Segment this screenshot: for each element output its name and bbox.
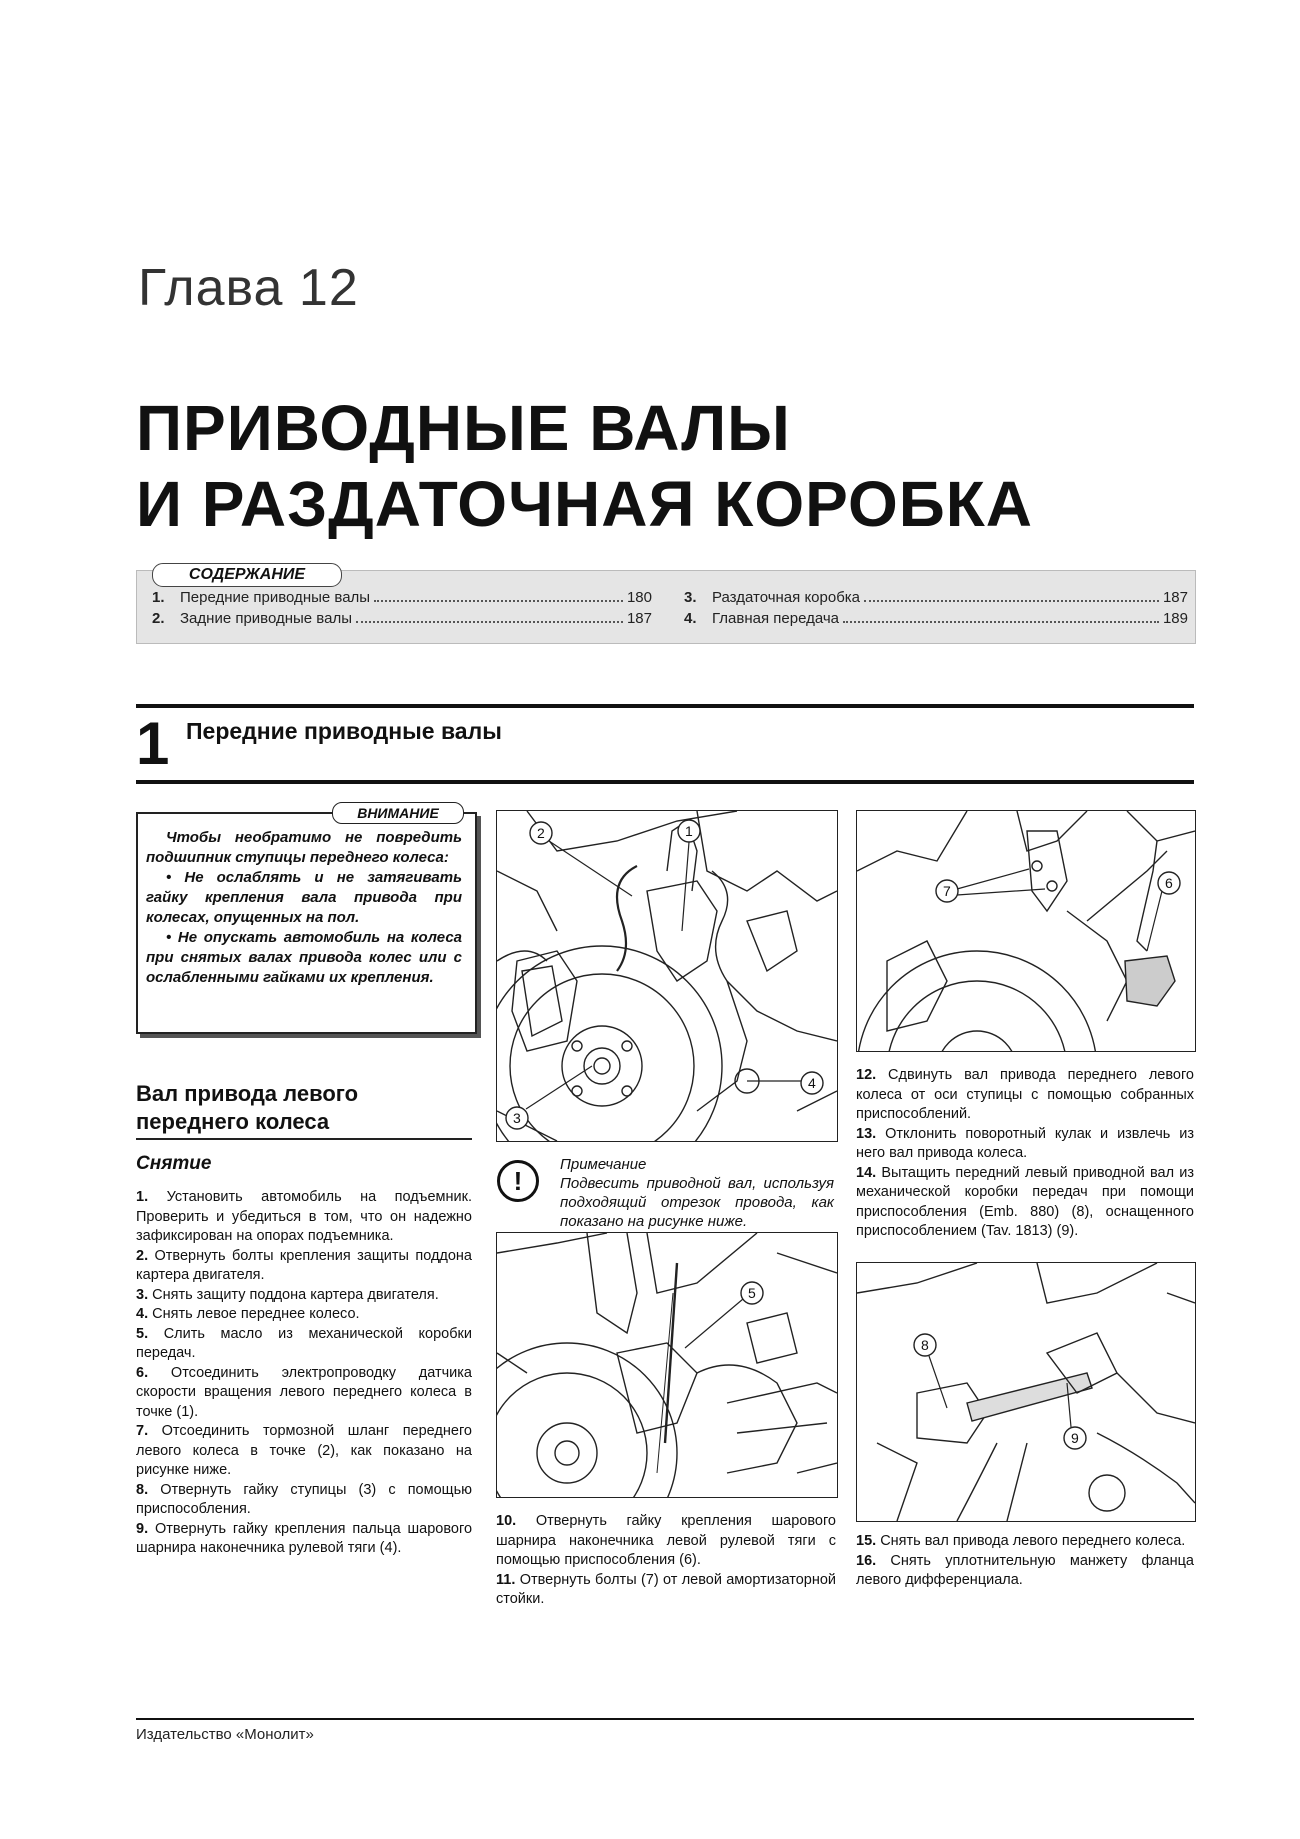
callout-8: 8	[921, 1337, 929, 1353]
steps-column-3b	[856, 1532, 1194, 1591]
chapter-title	[136, 390, 1033, 542]
step-item: 8. Отвернуть гайку ступицы (3) с помощью приспособления.	[136, 1481, 472, 1517]
figure-hub-assembly	[496, 810, 838, 1142]
step-item: 4. Снять левое переднее колесо.	[136, 1306, 360, 1322]
steps-column-1	[136, 1188, 472, 1559]
chapter-label: Глава 12	[138, 259, 359, 317]
toc-item-title: Главная передача	[712, 610, 840, 627]
step-item: 6. Отсоединить электропроводку датчика скорости вращения левого переднего колеса в точке (1).	[136, 1364, 472, 1420]
toc-item[interactable]	[684, 607, 1188, 627]
toc-item-title: Раздаточная коробка	[712, 589, 861, 606]
step-item: 1. Установить автомобиль на подъемник. Проверить и убедиться в том, что он надежно зафиксирован на опорах подъемника.	[136, 1189, 472, 1244]
section-title: Передние приводные валы	[186, 718, 502, 744]
figure-strut-bolts	[856, 810, 1196, 1052]
step-item: 7. Отсоединить тормозной шланг переднего левого колеса в точке (2), как показано на рисунке ниже.	[136, 1423, 472, 1478]
toc-item[interactable]	[152, 586, 652, 606]
warning-text	[146, 828, 462, 988]
steps-column-3a	[856, 1066, 1194, 1242]
callout-7: 7	[943, 883, 951, 899]
toc-item-title: Задние приводные валы	[180, 610, 352, 627]
chapter-title-line1: ПРИВОДНЫЕ ВАЛЫ	[136, 392, 791, 464]
warning-bullet: • Не ослаблять и не затягивать гайку крепления вала привода при колесах, опущенных на пол.	[146, 869, 462, 926]
warning-bullet: • Не опускать автомобиль на колеса при снятых валах привода колес или с ослабленными гайками их крепления.	[146, 929, 462, 986]
section-number: 1	[136, 710, 170, 777]
footer-rule	[136, 1718, 1194, 1720]
callout-4: 4	[808, 1075, 816, 1091]
step-item: 2. Отвернуть болты крепления защиты поддона картера двигателя.	[136, 1247, 472, 1283]
toc-leader	[864, 600, 1159, 602]
toc-leader	[356, 621, 623, 623]
figure-hanging-shaft	[496, 1232, 838, 1498]
warning-intro: Чтобы необратимо не повредить подшипник ступицы переднего колеса:	[146, 829, 462, 866]
toc-leader	[374, 600, 623, 602]
warning-label: ВНИМАНИЕ	[332, 802, 464, 824]
toc-item-num: 3.	[684, 589, 697, 606]
removal-heading: Снятие	[136, 1153, 212, 1174]
steps-column-2	[496, 1512, 836, 1610]
note-text: Подвесить приводной вал, используя подходящий отрезок провода, как показано на рисунке ниже.	[560, 1175, 834, 1230]
toc-item-page: 187	[1162, 589, 1188, 606]
toc-item-num: 1.	[152, 589, 165, 606]
section-rule-bottom	[136, 780, 1194, 784]
toc-leader	[843, 621, 1159, 623]
figure-extractor-tool	[856, 1262, 1196, 1522]
section-rule-top	[136, 704, 1194, 708]
callout-9: 9	[1071, 1430, 1079, 1446]
toc-item-num: 4.	[684, 610, 697, 627]
toc-item[interactable]	[684, 586, 1188, 606]
step-item: 14. Вытащить передний левый приводной вал из механической коробки передач при помощи приспособления (Emb. 880) (8), оснащенного приспособлением (Tav. 1813) (9).	[856, 1164, 1194, 1239]
step-item: 3. Снять защиту поддона картера двигателя.	[136, 1286, 439, 1303]
toc-item[interactable]	[152, 607, 652, 627]
step-item: 11. Отвернуть болты (7) от левой амортизаторной стойки.	[496, 1571, 836, 1607]
note-icon: !	[497, 1160, 539, 1202]
toc-heading: СОДЕРЖАНИЕ	[152, 563, 342, 587]
toc-item-page: 180	[626, 589, 652, 606]
step-item: 10. Отвернуть гайку крепления шарового шарнира наконечника левой рулевой тяги с помощью приспособления (6).	[496, 1513, 836, 1568]
step-item: 16. Снять уплотнительную манжету фланца левого дифференциала.	[856, 1552, 1194, 1588]
callout-1: 1	[685, 823, 693, 839]
step-item: 15. Снять вал привода левого переднего колеса.	[856, 1533, 1186, 1549]
callout-2: 2	[537, 825, 545, 841]
toc-item-num: 2.	[152, 610, 165, 627]
step-item: 5. Слить масло из механической коробки передач.	[136, 1325, 472, 1361]
footer-publisher: Издательство «Монолит»	[136, 1726, 314, 1743]
toc-item-title: Передние приводные валы	[180, 589, 371, 606]
subsection-title: Вал привода левого переднего колеса	[136, 1080, 472, 1140]
step-item: 12. Сдвинуть вал привода переднего левого колеса от оси ступицы с помощью собранных приспособлений.	[856, 1067, 1194, 1122]
step-item: 13. Отклонить поворотный кулак и извлечь из него вал привода колеса.	[856, 1125, 1194, 1161]
step-item: 9. Отвернуть гайку крепления пальца шарового шарнира наконечника рулевой тяги (4).	[136, 1520, 473, 1556]
toc-item-page: 187	[626, 610, 652, 627]
callout-5: 5	[748, 1285, 756, 1301]
chapter-title-line2: И РАЗДАТОЧНАЯ КОРОБКА	[136, 468, 1033, 540]
toc-item-page: 189	[1162, 610, 1188, 627]
callout-6: 6	[1165, 875, 1173, 891]
callout-3: 3	[513, 1110, 521, 1126]
note-label: Примечание	[560, 1156, 647, 1173]
note	[502, 1155, 834, 1231]
